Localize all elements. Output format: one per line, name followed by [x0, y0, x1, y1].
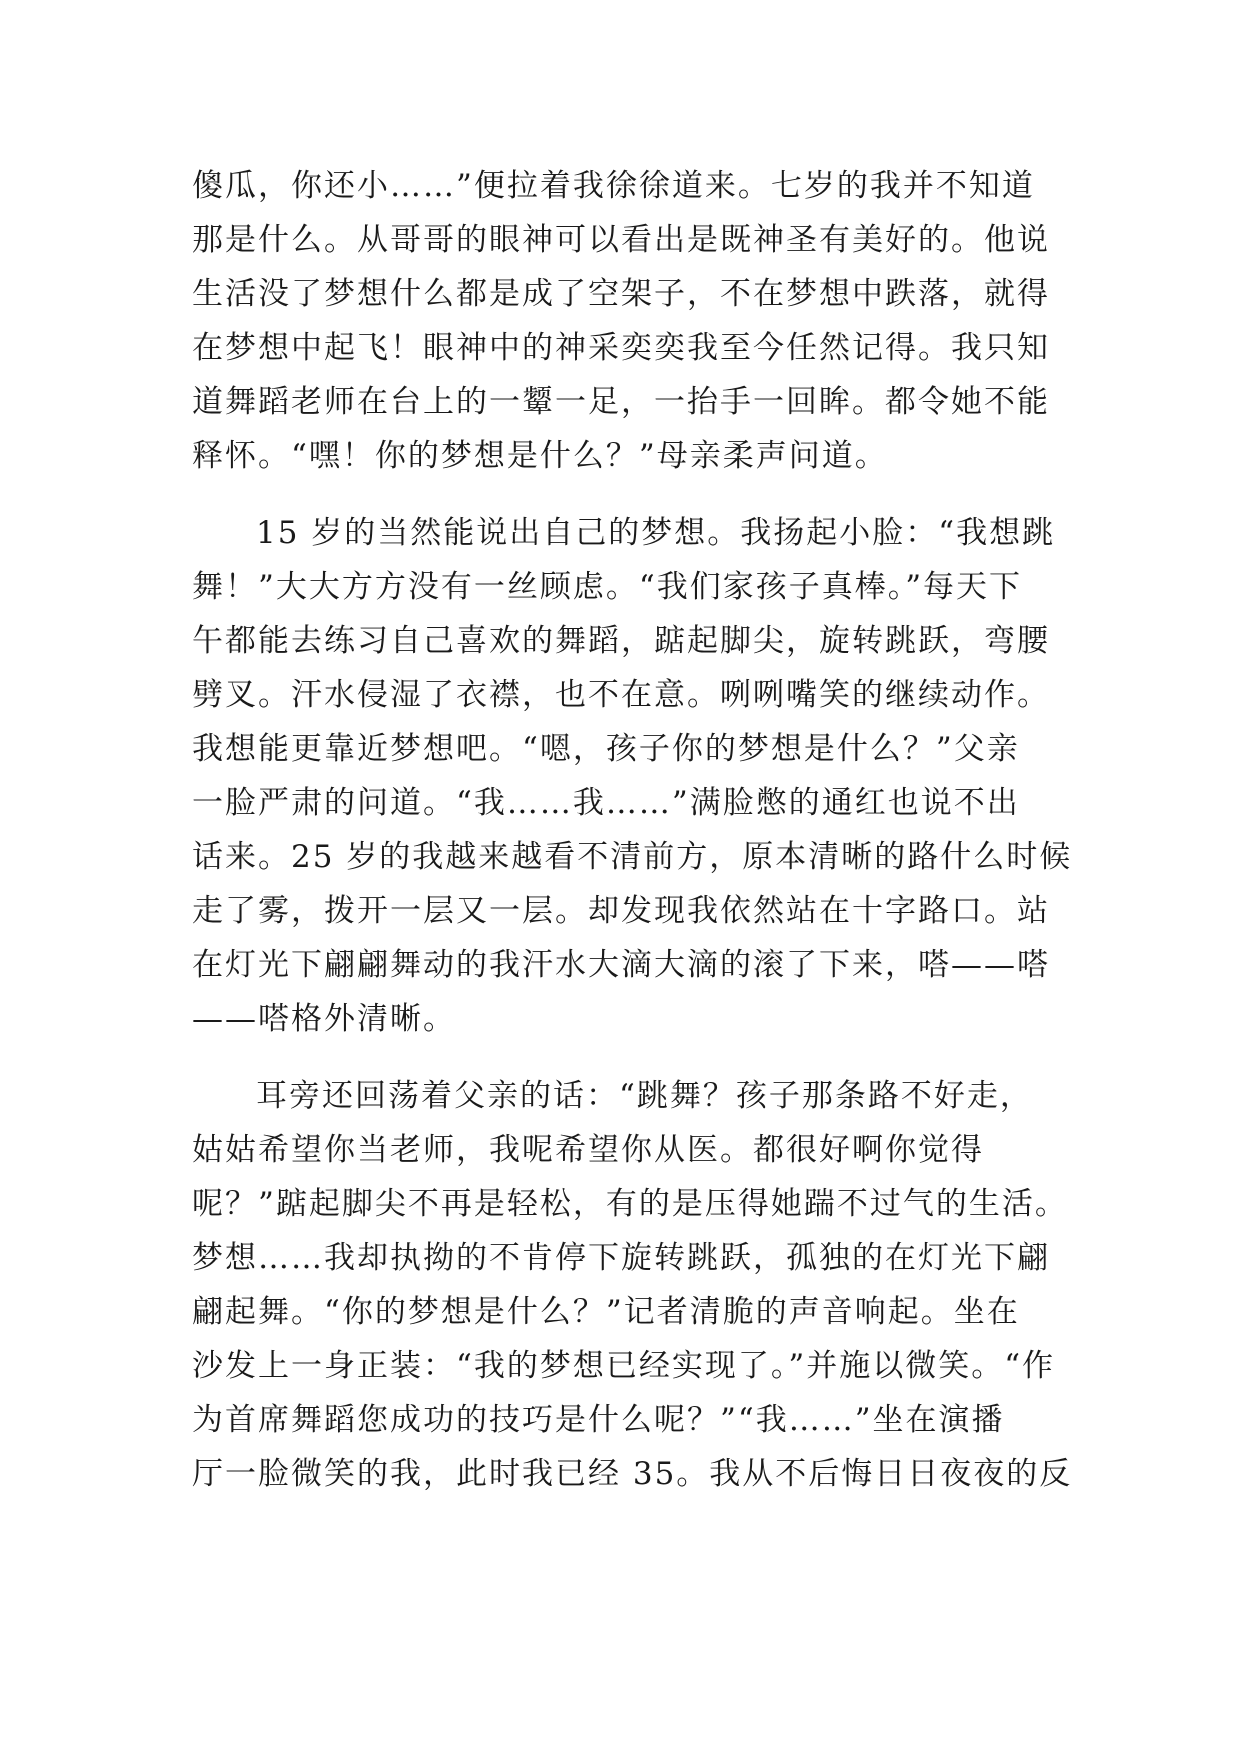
paragraph-start-line: 耳旁还回荡着父亲的话：“跳舞？孩子那条路不好走， — [256, 1078, 1033, 1114]
text-line: 姑姑希望你当老师，我呢希望你从医。都很好啊你觉得 — [192, 1132, 984, 1168]
text-line: 一脸严肃的问道。“我……我……”满脸憋的通红也说不出 — [192, 785, 1020, 821]
text-line: 舞！”大大方方没有一丝顾虑。“我们家孩子真棒。”每天下 — [192, 569, 1023, 605]
text-line: 生活没了梦想什么都是成了空架子，不在梦想中跌落，就得 — [192, 276, 1050, 312]
text-line: 傻瓜，你还小……”便拉着我徐徐道来。七岁的我并不知道 — [192, 168, 1035, 204]
text-line: 走了雾，拨开一层又一层。却发现我依然站在十字路口。站 — [192, 893, 1050, 929]
text-line: ——嗒格外清晰。 — [192, 1001, 456, 1037]
text-line: 在梦想中起飞！眼神中的神采奕奕我至今任然记得。我只知 — [192, 330, 1050, 366]
text-line: 在灯光下翩翩舞动的我汗水大滴大滴的滚了下来，嗒——嗒 — [192, 947, 1050, 983]
paragraph-start-line: 15 岁的当然能说出自己的梦想。我扬起小脸：“我想跳 — [256, 515, 1056, 551]
text-line: 午都能去练习自己喜欢的舞蹈，踮起脚尖，旋转跳跃，弯腰 — [192, 623, 1050, 659]
text-line: 劈叉。汗水侵湿了衣襟，也不在意。咧咧嘴笑的继续动作。 — [192, 677, 1050, 713]
text-line: 为首席舞蹈您成功的技巧是什么呢？”“我……”坐在演播 — [192, 1402, 1005, 1438]
text-line: 话来。25 岁的我越来越看不清前方，原本清晰的路什么时候 — [192, 839, 1073, 875]
text-line: 翩起舞。“你的梦想是什么？”记者清脆的声音响起。坐在 — [192, 1294, 1020, 1330]
text-line: 厅一脸微笑的我，此时我已经 35。我从不后悔日日夜夜的反 — [192, 1456, 1073, 1492]
text-line: 呢？”踮起脚尖不再是轻松，有的是压得她踹不过气的生活。 — [192, 1186, 1068, 1222]
text-line: 道舞蹈老师在台上的一颦一足，一抬手一回眸。都令她不能 — [192, 384, 1050, 420]
text-line: 释怀。“嘿！你的梦想是什么？”母亲柔声问道。 — [192, 438, 888, 474]
text-line: 沙发上一身正装：“我的梦想已经实现了。”并施以微笑。“作 — [192, 1348, 1056, 1384]
text-line: 我想能更靠近梦想吧。“嗯，孩子你的梦想是什么？”父亲 — [192, 731, 1020, 767]
text-line: 那是什么。从哥哥的眼神可以看出是既神圣有美好的。他说 — [192, 222, 1050, 258]
text-line: 梦想……我却执拗的不肯停下旋转跳跃，孤独的在灯光下翩 — [192, 1240, 1050, 1276]
